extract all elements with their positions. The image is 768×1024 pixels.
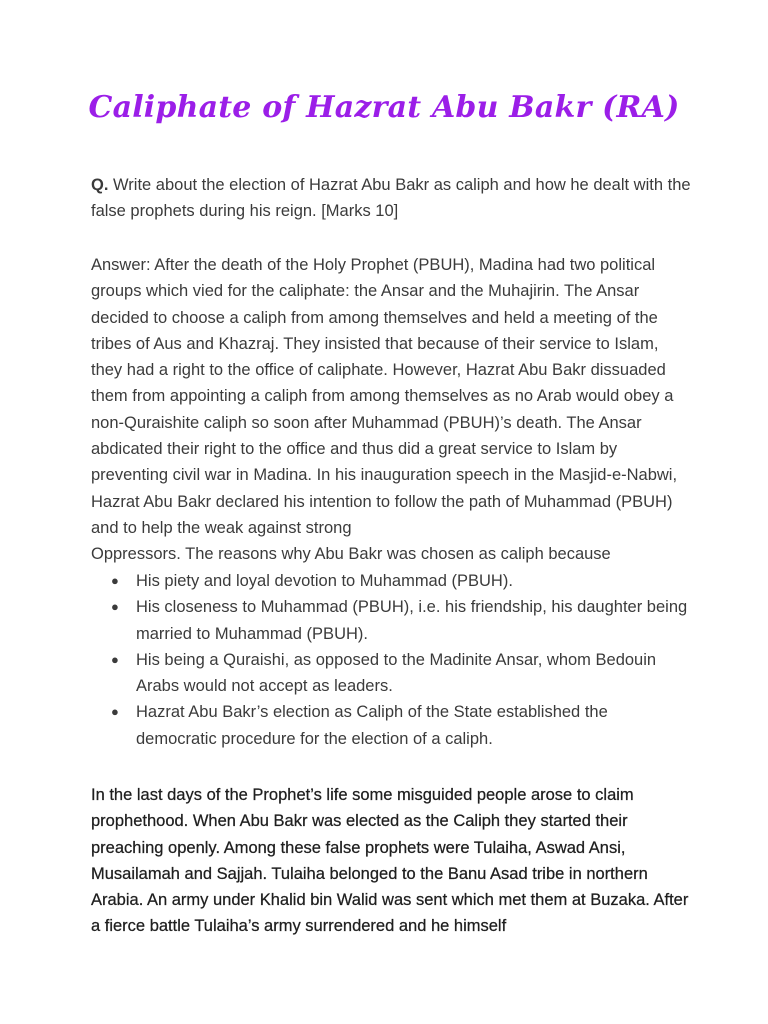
question-paragraph — [91, 172, 691, 225]
bullet-icon: ● — [111, 573, 119, 588]
answer-paragraph — [91, 252, 691, 568]
answer-text: Answer: After the death of the Holy Prophet (PBUH), Madina had two political groups which vied for the caliphate: the Ansar and the Muhajirin. The Ansar decided to choose a caliph from among themselves and held a meeting of the tribes of Aus and Khazraj. They insisted that because of their service to Islam, they had a right to the office of caliphate. However, Hazrat Abu Bakr dissuaded them from appointing a caliph from among themselves as no Arab would obey a non-Quraishite caliph so soon after Muhammad (PBUH)’s death. The Ansar abdicated their right to the office and thus did a great service to Islam by preventing civil war in Madina. In his inauguration speech in the Masjid-e-Nabwi, Hazrat Abu Bakr declared his intention to follow the path of Muhammad (PBUH) and to help the weak against strong — [91, 256, 678, 537]
list-item-text: His closeness to Muhammad (PBUH), i.e. his friendship, his daughter being married to Muhammad (PBUH). — [136, 598, 688, 643]
question-text: Write about the election of Hazrat Abu Bakr as caliph and how he dealt with the false prophets during his reign. [Marks 10] — [91, 176, 691, 221]
page-title: Caliphate of Hazrat Abu Bakr (RA) — [88, 90, 680, 125]
list-item-text: His piety and loyal devotion to Muhammad (PBUH). — [136, 572, 513, 590]
reasons-list — [91, 568, 691, 752]
list-item — [91, 699, 691, 752]
list-item — [91, 594, 691, 647]
question-label: Q. — [91, 176, 109, 194]
false-prophets-paragraph: In the last days of the Prophet’s life some misguided people arose to claim prophethood. When Abu Bakr was elected as the Caliph they started their preaching openly. Among these false prophets were Tulaiha, Aswad Ansi, Musailamah and Sajjah. Tulaiha belonged to the Banu Asad tribe in northern Arabia. An army under Khalid bin Walid was sent which met them at Buzaka. After a fierce battle Tulaiha’s army surrendered and he himself — [91, 786, 689, 936]
bullet-icon: ● — [111, 704, 119, 720]
bullet-icon: ● — [111, 599, 119, 615]
bullet-icon: ● — [111, 651, 119, 667]
list-item — [91, 568, 691, 594]
list-item — [91, 647, 691, 700]
list-item-text: His being a Quraishi, as opposed to the Madinite Ansar, whom Bedouin Arabs would not accept as leaders. — [136, 650, 657, 696]
list-item-text: Hazrat Abu Bakr’s election as Caliph of the State established the democratic procedure for the election of a caliph. — [136, 703, 608, 748]
answer-text-continued: Oppressors. The reasons why Abu Bakr was chosen as caliph because — [91, 545, 611, 564]
